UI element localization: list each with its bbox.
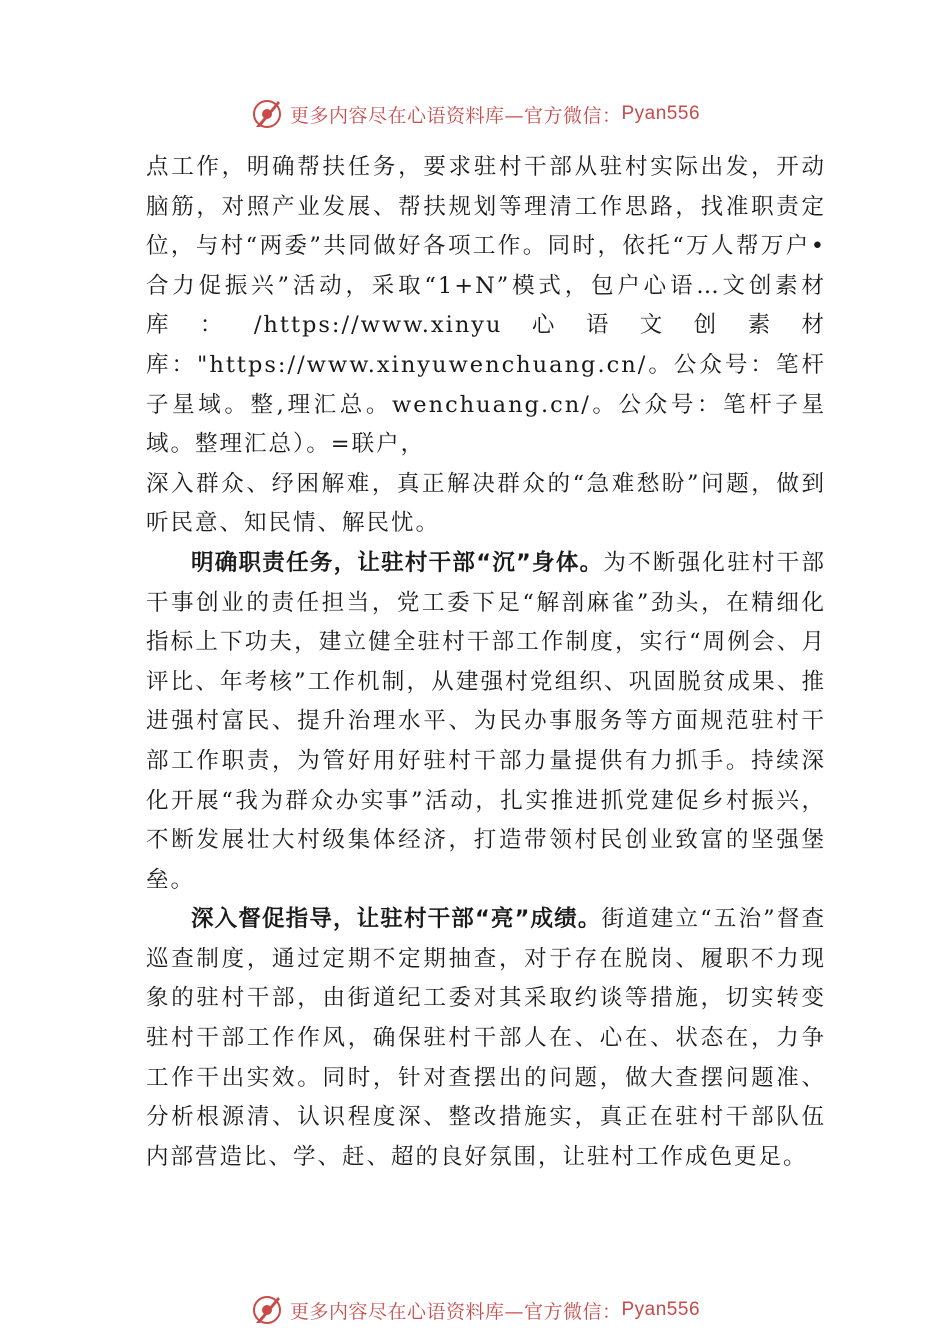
paragraph-text: 点工作，明确帮扶任务，要求驻村干部从驻村实际出发，开动脑筋，对照产业发展、帮扶规划等理清工作思路，找准职责定位，与村“两委”共同做好各项工作。同时，依托“万人帮万户•合力促振兴”活动，采取“1+N”模式，包户心语…文创素材库：/https://www.xinyu心语文创素材库："https://www.xinyuwenchuang.cn/。公众号：笔杆子星域。整,理汇总。wenchuang.cn/。公众号：笔杆子星域。整理汇总）。=联户， <box>146 154 826 458</box>
document-body <box>146 148 826 1177</box>
watermark-text: 更多内容尽在心语资料库—官方微信： <box>289 104 622 127</box>
paragraph-lead: 明确职责任务，让驻村干部“沉”身体。 <box>191 549 604 576</box>
paragraph-1 <box>146 148 826 465</box>
footer-watermark <box>0 1290 950 1330</box>
watermark-text: 更多内容尽在心语资料库—官方微信： <box>289 1300 622 1323</box>
feather-logo-icon <box>250 1293 284 1327</box>
paragraph-text: 深入群众、纾困解难，真正解决群众的“急难愁盼”问题，做到听民意、知民情、解民忧。 <box>146 470 826 537</box>
header-watermark <box>0 94 950 134</box>
paragraph-3 <box>146 544 826 900</box>
paragraph-4 <box>146 900 826 1177</box>
paragraph-lead: 深入督促指导，让驻村干部“亮”成绩。 <box>191 906 602 933</box>
paragraph-2 <box>146 465 826 544</box>
wechat-id: Pyan556 <box>621 103 701 124</box>
paragraph-text: 街道建立“五治”督查巡查制度，通过定期不定期抽查，对于存在脱岗、履职不力现象的驻村干部，由街道纪工委对其采取约谈等措施，切实转变驻村干部工作作风，确保驻村干部人在、心在、状态在，力争工作干出实效。同时，针对查摆出的问题，做大查摆问题准、分析根源清、认识程度深、整改措施实，真正在驻村干部队伍内部营造比、学、赶、超的良好氛围，让驻村工作成色更足。 <box>146 906 826 1170</box>
wechat-id: Pyan556 <box>621 1299 701 1320</box>
paragraph-text: 为不断强化驻村干部干事创业的责任担当，党工委下足“解剖麻雀”劲头，在精细化指标上下功夫，建立健全驻村干部工作制度，实行“周例会、月评比、年考核”工作机制，从建强村党组织、巩固脱贫成果、推进强村富民、提升治理水平、为民办事服务等方面规范驻村干部工作职责，为管好用好驻村干部力量提供有力抓手。持续深化开展“我为群众办实事”活动，扎实推进抓党建促乡村振兴，不断发展壮大村级集体经济，打造带领村民创业致富的坚强堡垒。 <box>146 549 826 893</box>
feather-logo-icon <box>250 97 284 131</box>
